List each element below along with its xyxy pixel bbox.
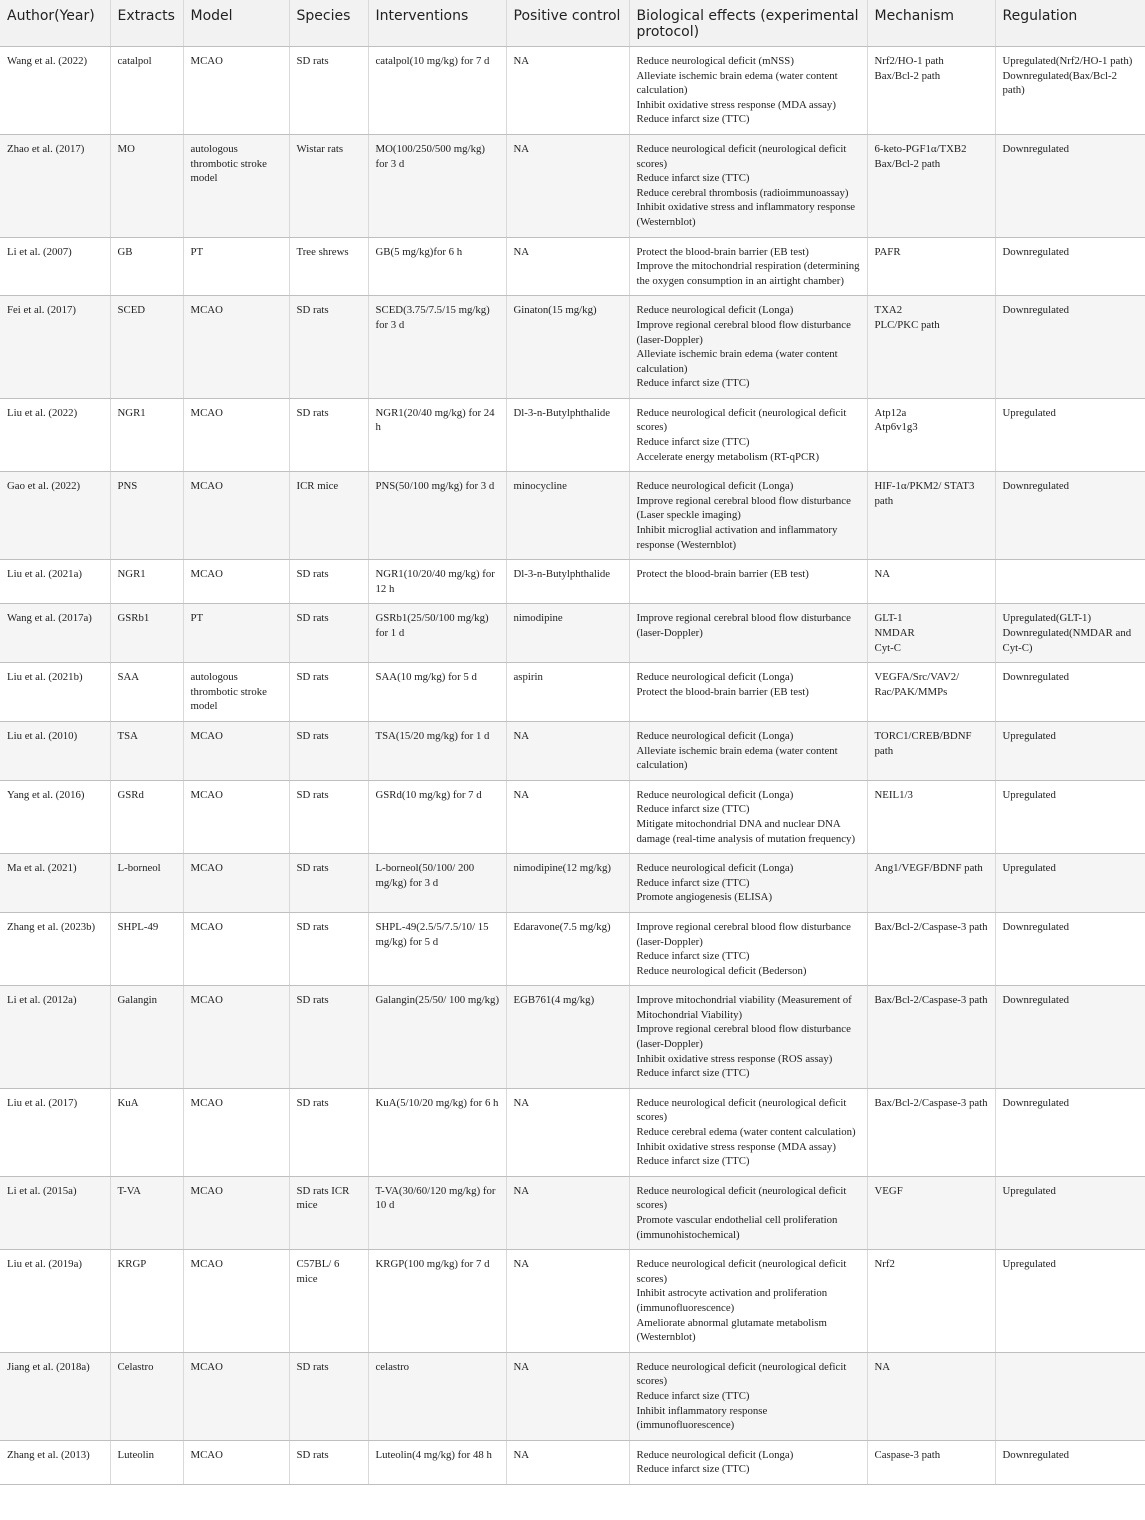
cell-biological-effects: Reduce neurological deficit (neurological deficit scores) Reduce cerebral edema (water content calculation) Inhibit oxidative stress response (MDA assay) Reduce infarct size (TTC) xyxy=(629,1088,867,1176)
cell-interventions: SHPL-49(2.5/5/7.5/10/ 15 mg/kg) for 5 d xyxy=(368,912,506,985)
cell-mechanism: NA xyxy=(867,1352,995,1440)
cell-regulation: Downregulated xyxy=(995,1088,1145,1176)
cell-positive-control: minocycline xyxy=(506,472,629,560)
cell-positive-control: Dl-3-n-Butylphthalide xyxy=(506,398,629,471)
cell-interventions: NGR1(20/40 mg/kg) for 24 h xyxy=(368,398,506,471)
cell-extracts: Galangin xyxy=(110,986,183,1089)
cell-regulation: Upregulated xyxy=(995,854,1145,913)
cell-author-year: Yang et al. (2016) xyxy=(0,780,110,853)
table-row xyxy=(0,1250,1145,1353)
cell-extracts: GSRb1 xyxy=(110,604,183,663)
cell-species: SD rats xyxy=(289,912,368,985)
cell-author-year: Fei et al. (2017) xyxy=(0,296,110,399)
table-row xyxy=(0,560,1145,604)
cell-positive-control: NA xyxy=(506,780,629,853)
cell-model: MCAO xyxy=(183,47,289,135)
cell-positive-control: NA xyxy=(506,47,629,135)
cell-biological-effects: Improve regional cerebral blood flow disturbance (laser-Doppler) Reduce infarct size (TTC) Reduce neurological deficit (Bederson) xyxy=(629,912,867,985)
cell-interventions: SAA(10 mg/kg) for 5 d xyxy=(368,663,506,722)
cell-interventions: PNS(50/100 mg/kg) for 3 d xyxy=(368,472,506,560)
cell-mechanism: Nrf2 xyxy=(867,1250,995,1353)
cell-regulation: Downregulated xyxy=(995,237,1145,296)
cell-biological-effects: Reduce neurological deficit (Longa) Reduce infarct size (TTC) xyxy=(629,1440,867,1484)
cell-biological-effects: Improve regional cerebral blood flow disturbance (laser-Doppler) xyxy=(629,604,867,663)
table-row xyxy=(0,912,1145,985)
cell-species: C57BL/ 6 mice xyxy=(289,1250,368,1353)
cell-author-year: Zhao et al. (2017) xyxy=(0,134,110,237)
cell-extracts: NGR1 xyxy=(110,398,183,471)
cell-extracts: TSA xyxy=(110,721,183,780)
cell-mechanism: TXA2 PLC/PKC path xyxy=(867,296,995,399)
cell-interventions: SCED(3.75/7.5/15 mg/kg) for 3 d xyxy=(368,296,506,399)
cell-interventions: catalpol(10 mg/kg) for 7 d xyxy=(368,47,506,135)
cell-mechanism: 6-keto-PGF1α/TXB2 Bax/Bcl-2 path xyxy=(867,134,995,237)
cell-author-year: Liu et al. (2019a) xyxy=(0,1250,110,1353)
cell-mechanism: PAFR xyxy=(867,237,995,296)
cell-extracts: SHPL-49 xyxy=(110,912,183,985)
cell-regulation: Upregulated xyxy=(995,780,1145,853)
table-row xyxy=(0,986,1145,1089)
cell-interventions: NGR1(10/20/40 mg/kg) for 12 h xyxy=(368,560,506,604)
cell-interventions: MO(100/250/500 mg/kg) for 3 d xyxy=(368,134,506,237)
cell-extracts: catalpol xyxy=(110,47,183,135)
cell-regulation: Downregulated xyxy=(995,472,1145,560)
table-row xyxy=(0,721,1145,780)
cell-regulation xyxy=(995,1352,1145,1440)
cell-interventions: T-VA(30/60/120 mg/kg) for 10 d xyxy=(368,1176,506,1249)
cell-model: MCAO xyxy=(183,398,289,471)
cell-mechanism: Atp12a Atp6v1g3 xyxy=(867,398,995,471)
table-body xyxy=(0,47,1145,1485)
cell-extracts: KRGP xyxy=(110,1250,183,1353)
cell-biological-effects: Reduce neurological deficit (Longa) Improve regional cerebral blood flow disturbance (Laser speckle imaging) Inhibit microglial activation and inflammatory response (Westernblot) xyxy=(629,472,867,560)
cell-positive-control: NA xyxy=(506,1440,629,1484)
cell-interventions: L-borneol(50/100/ 200 mg/kg) for 3 d xyxy=(368,854,506,913)
cell-extracts: Celastro xyxy=(110,1352,183,1440)
cell-author-year: Liu et al. (2022) xyxy=(0,398,110,471)
cell-species: SD rats xyxy=(289,560,368,604)
table-row xyxy=(0,134,1145,237)
cell-mechanism: Nrf2/HO-1 path Bax/Bcl-2 path xyxy=(867,47,995,135)
cell-model: MCAO xyxy=(183,721,289,780)
cell-interventions: celastro xyxy=(368,1352,506,1440)
cell-mechanism: NA xyxy=(867,560,995,604)
cell-mechanism: Bax/Bcl-2/Caspase-3 path xyxy=(867,986,995,1089)
cell-species: SD rats xyxy=(289,296,368,399)
cell-regulation: Upregulated xyxy=(995,1250,1145,1353)
cell-mechanism: Caspase-3 path xyxy=(867,1440,995,1484)
table-row xyxy=(0,296,1145,399)
cell-biological-effects: Reduce neurological deficit (Longa) Reduce infarct size (TTC) Promote angiogenesis (ELISA) xyxy=(629,854,867,913)
cell-model: MCAO xyxy=(183,560,289,604)
cell-mechanism: VEGF xyxy=(867,1176,995,1249)
cell-interventions: GSRb1(25/50/100 mg/kg) for 1 d xyxy=(368,604,506,663)
cell-regulation: Downregulated xyxy=(995,912,1145,985)
table-row xyxy=(0,604,1145,663)
cell-extracts: MO xyxy=(110,134,183,237)
cell-model: PT xyxy=(183,604,289,663)
cell-positive-control: EGB761(4 mg/kg) xyxy=(506,986,629,1089)
table-row xyxy=(0,1176,1145,1249)
cell-regulation: Downregulated xyxy=(995,1440,1145,1484)
cell-extracts: NGR1 xyxy=(110,560,183,604)
cell-author-year: Gao et al. (2022) xyxy=(0,472,110,560)
cell-interventions: GB(5 mg/kg)for 6 h xyxy=(368,237,506,296)
cell-regulation: Downregulated xyxy=(995,296,1145,399)
cell-species: Wistar rats xyxy=(289,134,368,237)
cell-regulation: Upregulated(GLT-1) Downregulated(NMDAR and Cyt-C) xyxy=(995,604,1145,663)
table-row xyxy=(0,472,1145,560)
cell-biological-effects: Reduce neurological deficit (mNSS) Alleviate ischemic brain edema (water content calculation) Inhibit oxidative stress response (MDA assay) Reduce infarct size (TTC) xyxy=(629,47,867,135)
cell-species: SD rats xyxy=(289,1440,368,1484)
cell-mechanism: Bax/Bcl-2/Caspase-3 path xyxy=(867,1088,995,1176)
cell-author-year: Liu et al. (2021b) xyxy=(0,663,110,722)
cell-interventions: Luteolin(4 mg/kg) for 48 h xyxy=(368,1440,506,1484)
cell-extracts: L-borneol xyxy=(110,854,183,913)
cell-positive-control: Dl-3-n-Butylphthalide xyxy=(506,560,629,604)
header-mechanism: Mechanism xyxy=(867,0,995,47)
header-interventions: Interventions xyxy=(368,0,506,47)
cell-model: MCAO xyxy=(183,986,289,1089)
table-row xyxy=(0,1440,1145,1484)
cell-positive-control: Edaravone(7.5 mg/kg) xyxy=(506,912,629,985)
cell-species: ICR mice xyxy=(289,472,368,560)
cell-model: MCAO xyxy=(183,1250,289,1353)
cell-mechanism: NEIL1/3 xyxy=(867,780,995,853)
cell-model: MCAO xyxy=(183,780,289,853)
table-row xyxy=(0,237,1145,296)
cell-species: SD rats xyxy=(289,780,368,853)
cell-biological-effects: Protect the blood-brain barrier (EB test) xyxy=(629,560,867,604)
cell-positive-control: NA xyxy=(506,237,629,296)
cell-positive-control: NA xyxy=(506,1352,629,1440)
cell-positive-control: NA xyxy=(506,134,629,237)
cell-species: SD rats xyxy=(289,663,368,722)
cell-interventions: Galangin(25/50/ 100 mg/kg) xyxy=(368,986,506,1089)
cell-author-year: Liu et al. (2021a) xyxy=(0,560,110,604)
cell-positive-control: NA xyxy=(506,1088,629,1176)
cell-interventions: KuA(5/10/20 mg/kg) for 6 h xyxy=(368,1088,506,1176)
cell-positive-control: NA xyxy=(506,721,629,780)
table-row xyxy=(0,780,1145,853)
cell-biological-effects: Reduce neurological deficit (Longa) Reduce infarct size (TTC) Mitigate mitochondrial DNA and nuclear DNA damage (real-time analysis of mutation frequency) xyxy=(629,780,867,853)
cell-species: SD rats xyxy=(289,47,368,135)
cell-model: MCAO xyxy=(183,912,289,985)
cell-author-year: Li et al. (2012a) xyxy=(0,986,110,1089)
cell-biological-effects: Protect the blood-brain barrier (EB test) Improve the mitochondrial respiration (determining the oxygen consumption in an airtight chamber) xyxy=(629,237,867,296)
cell-extracts: SCED xyxy=(110,296,183,399)
cell-mechanism: VEGFA/Src/VAV2/ Rac/PAK/MMPs xyxy=(867,663,995,722)
cell-positive-control: nimodipine(12 mg/kg) xyxy=(506,854,629,913)
cell-extracts: SAA xyxy=(110,663,183,722)
cell-regulation: Upregulated xyxy=(995,1176,1145,1249)
cell-species: SD rats xyxy=(289,1088,368,1176)
cell-mechanism: GLT-1 NMDAR Cyt-C xyxy=(867,604,995,663)
table-row xyxy=(0,663,1145,722)
cell-author-year: Ma et al. (2021) xyxy=(0,854,110,913)
cell-author-year: Zhang et al. (2023b) xyxy=(0,912,110,985)
cell-species: SD rats xyxy=(289,721,368,780)
cell-regulation: Downregulated xyxy=(995,134,1145,237)
cell-model: MCAO xyxy=(183,1352,289,1440)
cell-species: SD rats xyxy=(289,1352,368,1440)
cell-author-year: Li et al. (2007) xyxy=(0,237,110,296)
cell-author-year: Zhang et al. (2013) xyxy=(0,1440,110,1484)
cell-mechanism: TORC1/CREB/BDNF path xyxy=(867,721,995,780)
cell-author-year: Jiang et al. (2018a) xyxy=(0,1352,110,1440)
cell-regulation: Upregulated xyxy=(995,721,1145,780)
cell-species: SD rats ICR mice xyxy=(289,1176,368,1249)
header-species: Species xyxy=(289,0,368,47)
cell-species: SD rats xyxy=(289,854,368,913)
cell-mechanism: HIF-1α/PKM2/ STAT3 path xyxy=(867,472,995,560)
cell-biological-effects: Reduce neurological deficit (Longa) Improve regional cerebral blood flow disturbance (laser-Doppler) Alleviate ischemic brain edema (water content calculation) Reduce infarct size (TTC) xyxy=(629,296,867,399)
cell-model: MCAO xyxy=(183,1440,289,1484)
cell-model: MCAO xyxy=(183,296,289,399)
cell-interventions: GSRd(10 mg/kg) for 7 d xyxy=(368,780,506,853)
header-biological-effects: Biological effects (experimental protocol) xyxy=(629,0,867,47)
cell-positive-control: Ginaton(15 mg/kg) xyxy=(506,296,629,399)
cell-author-year: Liu et al. (2017) xyxy=(0,1088,110,1176)
cell-author-year: Liu et al. (2010) xyxy=(0,721,110,780)
cell-author-year: Li et al. (2015a) xyxy=(0,1176,110,1249)
table-row xyxy=(0,854,1145,913)
cell-biological-effects: Reduce neurological deficit (neurological deficit scores) Reduce infarct size (TTC) Accelerate energy metabolism (RT-qPCR) xyxy=(629,398,867,471)
cell-extracts: Luteolin xyxy=(110,1440,183,1484)
cell-extracts: GB xyxy=(110,237,183,296)
cell-positive-control: NA xyxy=(506,1176,629,1249)
cell-biological-effects: Reduce neurological deficit (Longa) Alleviate ischemic brain edema (water content calculation) xyxy=(629,721,867,780)
header-regulation: Regulation xyxy=(995,0,1145,47)
cell-extracts: KuA xyxy=(110,1088,183,1176)
table-row xyxy=(0,47,1145,135)
cell-model: MCAO xyxy=(183,1088,289,1176)
cell-biological-effects: Reduce neurological deficit (neurological deficit scores) Reduce infarct size (TTC) Reduce cerebral thrombosis (radioimmunoassay) Inhibit oxidative stress and inflammatory response (Westernblot) xyxy=(629,134,867,237)
cell-extracts: PNS xyxy=(110,472,183,560)
cell-extracts: GSRd xyxy=(110,780,183,853)
cell-positive-control: aspirin xyxy=(506,663,629,722)
cell-interventions: TSA(15/20 mg/kg) for 1 d xyxy=(368,721,506,780)
cell-biological-effects: Reduce neurological deficit (neurological deficit scores) Promote vascular endothelial cell proliferation (immunohistochemical) xyxy=(629,1176,867,1249)
cell-biological-effects: Reduce neurological deficit (neurological deficit scores) Inhibit astrocyte activation and proliferation (immunofluorescence) Ameliorate abnormal glutamate metabolism (Westernblot) xyxy=(629,1250,867,1353)
header-model: Model xyxy=(183,0,289,47)
cell-model: MCAO xyxy=(183,1176,289,1249)
cell-regulation xyxy=(995,560,1145,604)
table-row xyxy=(0,398,1145,471)
cell-biological-effects: Reduce neurological deficit (Longa) Protect the blood-brain barrier (EB test) xyxy=(629,663,867,722)
cell-positive-control: NA xyxy=(506,1250,629,1353)
cell-model: MCAO xyxy=(183,854,289,913)
cell-biological-effects: Improve mitochondrial viability (Measurement of Mitochondrial Viability) Improve regional cerebral blood flow disturbance (laser-Doppler) Inhibit oxidative stress response (ROS assay) Reduce infarct size (TTC) xyxy=(629,986,867,1089)
header-positive-control: Positive control xyxy=(506,0,629,47)
table-header xyxy=(0,0,1145,47)
header-extracts: Extracts xyxy=(110,0,183,47)
cell-regulation: Upregulated(Nrf2/HO-1 path) Downregulated(Bax/Bcl-2 path) xyxy=(995,47,1145,135)
cell-species: SD rats xyxy=(289,604,368,663)
cell-biological-effects: Reduce neurological deficit (neurological deficit scores) Reduce infarct size (TTC) Inhibit inflammatory response (immunofluorescence) xyxy=(629,1352,867,1440)
cell-model: PT xyxy=(183,237,289,296)
cell-species: Tree shrews xyxy=(289,237,368,296)
cell-model: MCAO xyxy=(183,472,289,560)
header-author-year: Author(Year) xyxy=(0,0,110,47)
cell-mechanism: Bax/Bcl-2/Caspase-3 path xyxy=(867,912,995,985)
cell-species: SD rats xyxy=(289,398,368,471)
table-row xyxy=(0,1088,1145,1176)
cell-model: autologous thrombotic stroke model xyxy=(183,663,289,722)
cell-interventions: KRGP(100 mg/kg) for 7 d xyxy=(368,1250,506,1353)
cell-regulation: Downregulated xyxy=(995,986,1145,1089)
cell-positive-control: nimodipine xyxy=(506,604,629,663)
cell-regulation: Upregulated xyxy=(995,398,1145,471)
cell-extracts: T-VA xyxy=(110,1176,183,1249)
header-row xyxy=(0,0,1145,47)
cell-model: autologous thrombotic stroke model xyxy=(183,134,289,237)
table-row xyxy=(0,1352,1145,1440)
cell-species: SD rats xyxy=(289,986,368,1089)
cell-author-year: Wang et al. (2017a) xyxy=(0,604,110,663)
cell-regulation: Downregulated xyxy=(995,663,1145,722)
cell-mechanism: Ang1/VEGF/BDNF path xyxy=(867,854,995,913)
cell-author-year: Wang et al. (2022) xyxy=(0,47,110,135)
